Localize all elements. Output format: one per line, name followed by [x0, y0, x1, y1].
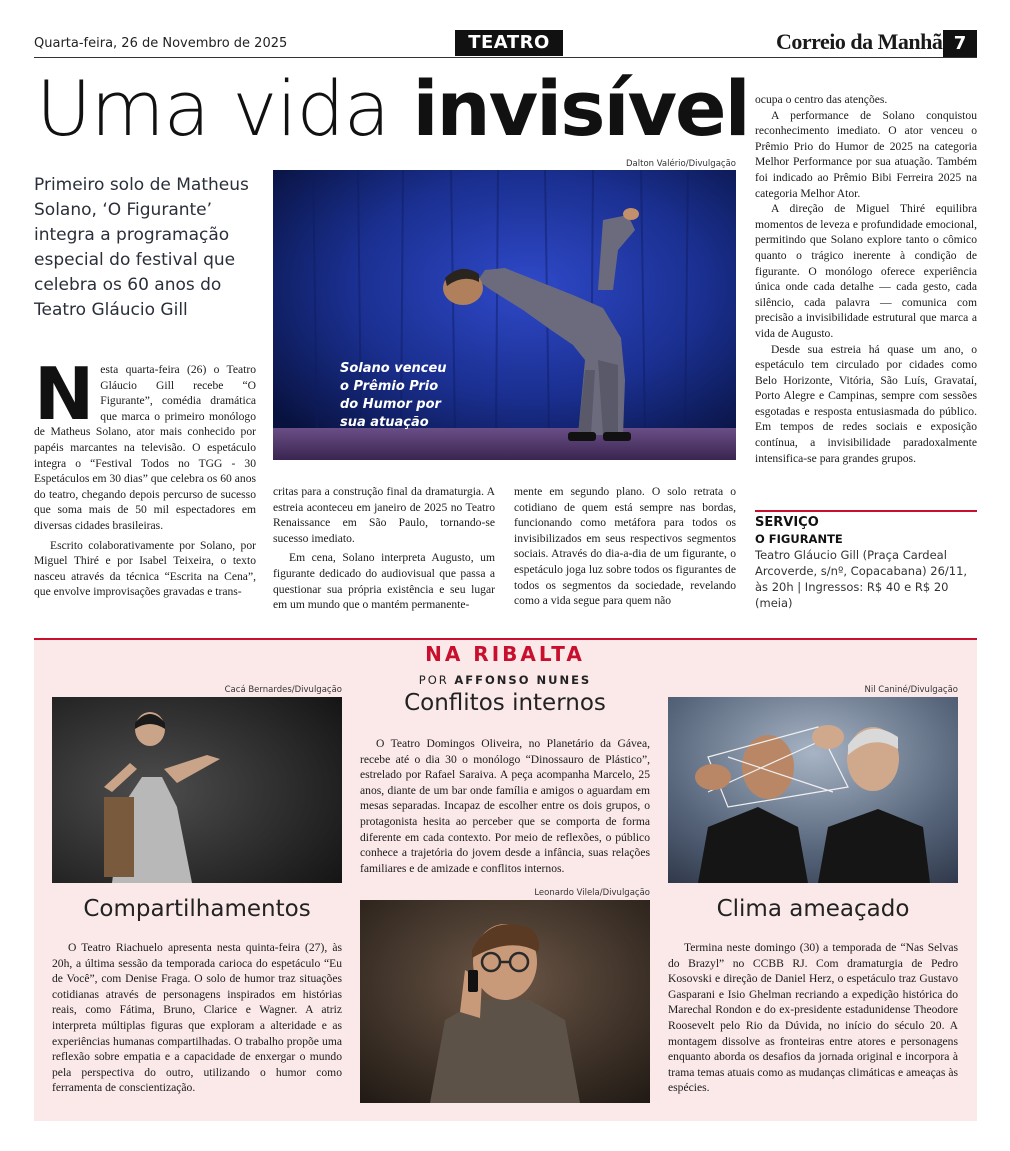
center-text-column — [360, 736, 650, 876]
left-heading: Compartilhamentos — [83, 896, 311, 922]
servico-rule — [755, 510, 977, 512]
servico-details: Teatro Gláucio Gill (Praça Cardeal Arcoverde, s/nº, Copacabana) 26/11, às 20h | Ingressos: R$ 40 e R$ 20 (meia) — [755, 548, 968, 610]
headline-light: Uma vida — [36, 64, 413, 153]
byline-author: AFFONSO NUNES — [454, 673, 592, 687]
center-photo-credit: Leonardo Vilela/Divulgação — [534, 888, 650, 898]
left-text-column — [52, 940, 342, 1096]
right-paragraph: Termina neste domingo (30) a temporada de “Nas Selvas do Brazyl” no CCBB RJ. Com dramaturgia de Pedro Kosovski e direção de Daniel Herz, o espetáculo traz Gustavo Gasparani e Isio Ghelman recriando a expedição histórica do Marechal Rondon e do ex-presidente estadunidense Theodore Roosevelt pelo Rio da Dúvida, no início do século 20. A montagem dissolve as fronteiras entre atores e personagens enquanto aborda os desafios da jornada original e incorpora à trama temas atuais como as mudanças climáticas e ameaças às espécies. — [668, 941, 958, 1095]
center-photo — [360, 900, 650, 1103]
dropcap: N — [34, 352, 95, 436]
center-heading: Conflitos internos — [404, 690, 606, 716]
section-label: TEATRO — [455, 30, 563, 56]
right-photo — [668, 697, 958, 883]
headline — [36, 64, 749, 153]
page-number: 7 — [943, 30, 977, 58]
headline-bold: invisível — [412, 64, 749, 153]
article-paragraph: esta quarta-feira (26) o Teatro Gláucio Gill recebe “O Figurante”, comédia dramática que marca o primeiro monólogo de Matheus Solano, ator mais conhecido por papéis marcantes na televisão. O espetáculo integra o “Festival Todos no TGG - 30 Espetáculos em 30 dias” que celebra os 60 anos do teatro, chegando depois percurso de sucesso que soma mais de 50 mil espectadores em diversas cidades brasileiras. — [34, 363, 256, 532]
servico-title: SERVIÇO — [755, 515, 819, 530]
main-photo-caption: Solano venceu o Prêmio Prio do Humor por sua atuação — [340, 361, 447, 430]
issue-date: Quarta-feira, 26 de Novembro de 2025 — [34, 36, 288, 51]
article-paragraph: ocupa o centro das atenções. — [755, 93, 888, 106]
article-column-2 — [273, 484, 495, 613]
ribalta-title: NA RIBALTA — [425, 642, 585, 666]
article-paragraph: critas para a construção final da dramaturgia. A estreia aconteceu em janeiro de 2025 no Teatro Renaissance em São Paulo, tornando-se sucesso imediato. — [273, 485, 495, 545]
article-paragraph: Escrito colaborativamente por Solano, por Miguel Thiré e por Isabel Teixeira, o texto nasceu através da técnica “Escrita na Cena”, que envolve improvisações gravadas e trans- — [34, 538, 256, 599]
center-paragraph: O Teatro Domingos Oliveira, no Planetário da Gávea, recebe até o dia 30 o monólogo “Dinossauro de Plástico”, estrelado por Rafael Saraiva. A peça acompanha Marcelo, 25 anos, diante de um bar onde família e amigos o aguardam em mesas separadas. Incapaz de escolher entre os dois grupos, o protagonista hesita ao perceber que se comporta de forma diferente em cada contexto. Por meio de reflexões, o público conhece a trajetória do jovem desde a infância, suas relações familiares e de amizade e conflitos internos. — [360, 737, 650, 875]
left-photo-credit: Cacá Bernardes/Divulgação — [224, 685, 342, 695]
right-text-column — [668, 940, 958, 1096]
subheadline: Primeiro solo de Matheus Solano, ‘O Figurante’ integra a programação especial do festival que celebra os 60 anos do Teatro Gláucio Gill — [34, 175, 249, 320]
article-column-4 — [755, 92, 977, 466]
article-paragraph: A performance de Solano conquistou reconhecimento imediato. O ator venceu o Prêmio Prio do Humor de 2025 na categoria Melhor Performance por sua atuação. Também foi indicado ao Prêmio Bibi Ferreira 2025 na categoria Melhor Ator. — [755, 108, 977, 200]
left-paragraph: O Teatro Riachuelo apresenta nesta quinta-feira (27), às 20h, a última sessão da temporada carioca do espetáculo “Eu de Você”, com Denise Fraga. O solo de humor traz situações cotidianas através de personagens inspirados em histórias reais, como Fátima, Bruno, Clarice e Wagner. A atriz interpreta múltiplas figuras que exploram a alteridade e as experiências humanas compartilhadas. O trabalho propõe uma reflexão sobre empatia e a capacidade de enxergar o mundo pela perspectiva do outro, utilizando o humor como ferramenta de conscientização. — [52, 941, 342, 1095]
main-photo-credit: Dalton Valério/Divulgação — [626, 159, 736, 169]
left-photo — [52, 697, 342, 883]
header-rule — [34, 57, 977, 58]
newspaper-brand: Correio da Manhã — [776, 29, 943, 54]
article-paragraph: A direção de Miguel Thiré equilibra momentos de leveza e profundidade emocional, permitindo que Solano explore tanto o cômico quanto o trágico inerente à condição de figurante. O monólogo oferece experiência única onde cada detalhe — cada gesto, cada silêncio, cada palavra — comunica com precisão a invisibilidade estrutural que marca a vida de Augusto. — [755, 202, 977, 340]
byline-prefix: POR — [418, 673, 455, 687]
article-paragraph: Em cena, Solano interpreta Augusto, um figurante dedicado do audiovisual que passa a questionar sua própria existência e seu lugar em um mundo que o mantém permanente- — [273, 551, 495, 612]
article-column-3 — [514, 484, 736, 609]
right-photo-credit: Nil Caniné/Divulgação — [864, 685, 958, 695]
servico-show: O FIGURANTE — [755, 532, 843, 546]
article-column-1 — [34, 352, 256, 600]
article-paragraph: mente em segundo plano. O solo retrata o cotidiano de quem está sempre nas bordas, funcionando como metáfora para todos os invisibilizados em seus respectivos segmentos sociais. Através do dia-a-dia de um figurante, o espetáculo joga luz sobre todos os figurantes de todos os segmentos da sociedade, revelando como a vida segue para quem não — [514, 485, 736, 608]
article-paragraph: Desde sua estreia há quase um ano, o espetáculo tem circulado por cidades como Belo Horizonte, Vitória, São Luís, Gravataí, Porto Alegre e Campinas, sempre com sessões esgotadas e resposta entusiasmada do público. Em tempos de redes sociais e exposição contínua, a invisibilidade paradoxalmente intensifica-se para grandes grupos. — [755, 342, 977, 465]
servico-box — [755, 515, 977, 611]
right-heading: Clima ameaçado — [716, 896, 910, 922]
